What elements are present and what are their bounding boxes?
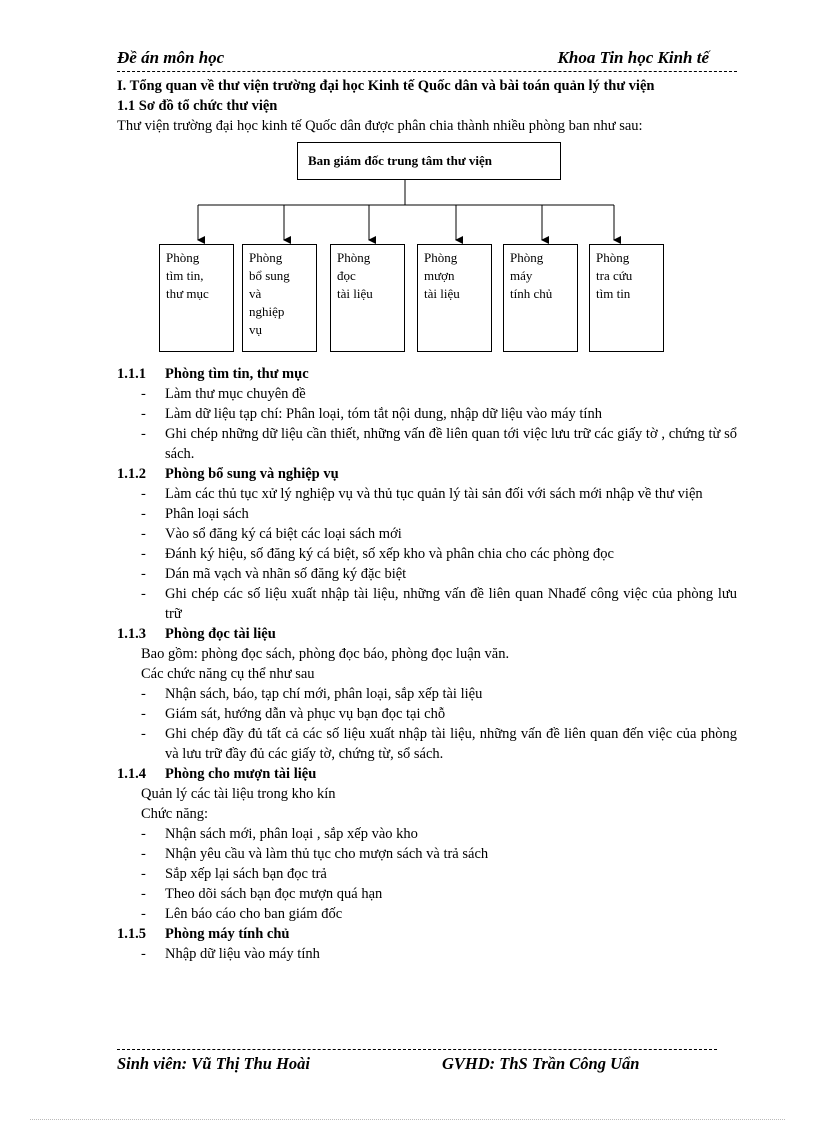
list-item xyxy=(117,404,737,424)
list-item xyxy=(117,824,737,844)
list-item xyxy=(117,384,737,404)
list-item-text: Giám sát, hướng dẫn và phục vụ bạn đọc tại chỗ xyxy=(165,706,446,722)
org-child-line: tra cứu xyxy=(596,268,633,283)
list-item-text: Làm thư mục chuyên đề xyxy=(165,386,306,402)
header-faculty: Khoa Tin học Kinh tế xyxy=(557,48,709,67)
section-number: 1.1.1 xyxy=(117,366,146,382)
list-item-text: Làm các thủ tục xử lý nghiệp vụ và thủ tục quản lý tài sản đối với sách mới nhập về thư viện xyxy=(165,486,703,502)
section-title: Phòng cho mượn tài liệu xyxy=(165,766,317,782)
page-bottom-border xyxy=(30,1119,785,1120)
org-child-line: Phòng xyxy=(596,250,630,265)
section-1-1-intro: Thư viện trường đại học kinh tế Quốc dân được phân chia thành nhiều phòng ban như sau: xyxy=(117,118,643,134)
bullet-dash: - xyxy=(141,866,146,882)
list-item-text: Nhận sách, báo, tạp chí mới, phân loại, sắp xếp tài liệu xyxy=(165,686,483,702)
org-child-line: máy xyxy=(510,268,533,283)
list-item-text: Đánh ký hiệu, số đăng ký cá biệt, số xếp kho và phân chia cho các phòng đọc xyxy=(165,546,614,562)
section-number: 1.1.2 xyxy=(117,466,146,482)
bullet-dash: - xyxy=(141,526,146,542)
bullet-dash: - xyxy=(141,546,146,562)
org-child-box xyxy=(417,244,492,352)
footer-student: Sinh viên: Vũ Thị Thu Hoài xyxy=(117,1054,311,1073)
bullet-dash: - xyxy=(141,846,146,862)
section-paragraph: Bao gồm: phòng đọc sách, phòng đọc báo, phòng đọc luận văn. xyxy=(141,646,510,662)
list-item-text: Nhận yêu cầu và làm thủ tục cho mượn sách và trả sách xyxy=(165,846,489,862)
org-child-line: tìm tin, xyxy=(166,268,204,283)
list-item-text: Theo dõi sách bạn đọc mượn quá hạn xyxy=(165,886,383,902)
org-child-line: Phòng xyxy=(337,250,371,265)
list-item xyxy=(117,844,737,864)
bullet-dash: - xyxy=(141,506,146,522)
org-child-line: đọc xyxy=(337,268,356,283)
section-paragraph: Chức năng: xyxy=(141,806,209,822)
org-child-box xyxy=(503,244,578,352)
org-root-box: Ban giám đốc trung tâm thư viện xyxy=(297,142,561,180)
list-item-text: Ghi chép đầy đủ tất cả các số liệu xuất nhập tài liệu, những vấn đề liên quan đến việc của phòng và lưu trữ đầy đủ các giấy tờ, chứng từ, sổ sách. xyxy=(165,726,737,762)
bullet-dash: - xyxy=(141,406,146,422)
list-item xyxy=(117,564,737,584)
bullet-dash: - xyxy=(141,426,146,442)
list-item-text: Sắp xếp lại sách bạn đọc trả xyxy=(165,866,327,882)
list-item-text: Lên báo cáo cho ban giám đốc xyxy=(165,906,343,922)
footer-divider xyxy=(117,1049,717,1050)
list-item-text: Nhập dữ liệu vào máy tính xyxy=(165,946,320,962)
org-chart xyxy=(117,142,737,360)
org-child-line: thư mục xyxy=(166,286,209,301)
org-child-line: tìm tin xyxy=(596,286,631,301)
document-body xyxy=(117,76,737,964)
org-child-line: Phòng xyxy=(510,250,544,265)
org-child-box xyxy=(159,244,234,352)
list-item xyxy=(117,524,737,544)
bullet-dash: - xyxy=(141,726,146,742)
list-item-text: Ghi chép những dữ liệu cần thiết, những vấn đề liên quan tới việc lưu trữ các giấy tờ , chứng từ sổ sách. xyxy=(165,426,737,462)
section-1-1-4-heading xyxy=(117,764,737,784)
list-item-text: Nhận sách mới, phân loại , sắp xếp vào kho xyxy=(165,826,418,842)
list-item-text: Phân loại sách xyxy=(165,506,249,522)
bullet-dash: - xyxy=(141,686,146,702)
list-item-text: Làm dữ liệu tạp chí: Phân loại, tóm tắt nội dung, nhập dữ liệu vào máy tính xyxy=(165,406,602,422)
list-item xyxy=(117,424,737,464)
list-item-text: Vào sổ đăng ký cá biệt các loại sách mới xyxy=(165,526,402,542)
header-course: Đề án môn học xyxy=(117,48,225,67)
bullet-dash: - xyxy=(141,706,146,722)
bullet-dash: - xyxy=(141,886,146,902)
section-1-1-1-heading xyxy=(117,364,737,384)
footer-advisor: GVHD: ThS Trần Công Uẩn xyxy=(442,1054,640,1073)
list-item xyxy=(117,484,737,504)
list-item xyxy=(117,504,737,524)
bullet-dash: - xyxy=(141,486,146,502)
section-number: 1.1.3 xyxy=(117,626,146,642)
org-child-line: vụ xyxy=(249,322,262,337)
bullet-dash: - xyxy=(141,946,146,962)
list-item-text: Dán mã vạch và nhãn số đăng ký đặc biệt xyxy=(165,566,407,582)
org-child-line: nghiệp xyxy=(249,304,285,319)
section-title: Phòng bổ sung và nghiệp vụ xyxy=(165,466,339,482)
section-1-1-title: 1.1 Sơ đồ tổ chức thư viện xyxy=(117,98,278,114)
list-item xyxy=(117,704,737,724)
section-1-1-3-heading xyxy=(117,624,737,644)
list-item xyxy=(117,544,737,564)
org-child-line: tài liệu xyxy=(337,286,373,301)
list-item xyxy=(117,884,737,904)
section-title: Phòng đọc tài liệu xyxy=(165,626,276,642)
bullet-dash: - xyxy=(141,386,146,402)
section-paragraph: Quản lý các tài liệu trong kho kín xyxy=(141,786,336,802)
list-item xyxy=(117,584,737,624)
bullet-dash: - xyxy=(141,826,146,842)
page-footer xyxy=(117,1054,737,1078)
org-child-line: Phòng xyxy=(249,250,283,265)
org-child-line: Phòng xyxy=(166,250,200,265)
org-child-line: tính chủ xyxy=(510,286,553,301)
section-1-1-2-heading xyxy=(117,464,737,484)
org-child-box xyxy=(242,244,317,352)
bullet-dash: - xyxy=(141,906,146,922)
org-child-box xyxy=(589,244,664,352)
page-header xyxy=(117,46,737,72)
list-item xyxy=(117,944,737,964)
org-child-box xyxy=(330,244,405,352)
section-1-1-5-heading xyxy=(117,924,737,944)
org-child-line: và xyxy=(249,286,262,301)
section-1-title: I. Tổng quan về thư viện trường đại học Kinh tế Quốc dân và bài toán quản lý thư viện xyxy=(117,78,655,94)
list-item xyxy=(117,684,737,704)
section-number: 1.1.4 xyxy=(117,766,146,782)
header-divider xyxy=(117,71,737,72)
section-title: Phòng máy tính chủ xyxy=(165,926,290,942)
list-item xyxy=(117,904,737,924)
list-item xyxy=(117,724,737,764)
section-number: 1.1.5 xyxy=(117,926,146,942)
org-child-line: tài liệu xyxy=(424,286,460,301)
org-child-line: bổ sung xyxy=(249,268,290,283)
bullet-dash: - xyxy=(141,586,146,602)
bullet-dash: - xyxy=(141,566,146,582)
section-paragraph: Các chức năng cụ thể như sau xyxy=(141,666,315,682)
list-item xyxy=(117,864,737,884)
org-child-line: mượn xyxy=(424,268,455,283)
org-child-line: Phòng xyxy=(424,250,458,265)
list-item-text: Ghi chép các số liệu xuất nhập tài liệu, những vấn đề liên quan Nhađế công việc của phòng lưu trữ xyxy=(165,586,737,622)
section-title: Phòng tìm tin, thư mục xyxy=(165,366,309,382)
